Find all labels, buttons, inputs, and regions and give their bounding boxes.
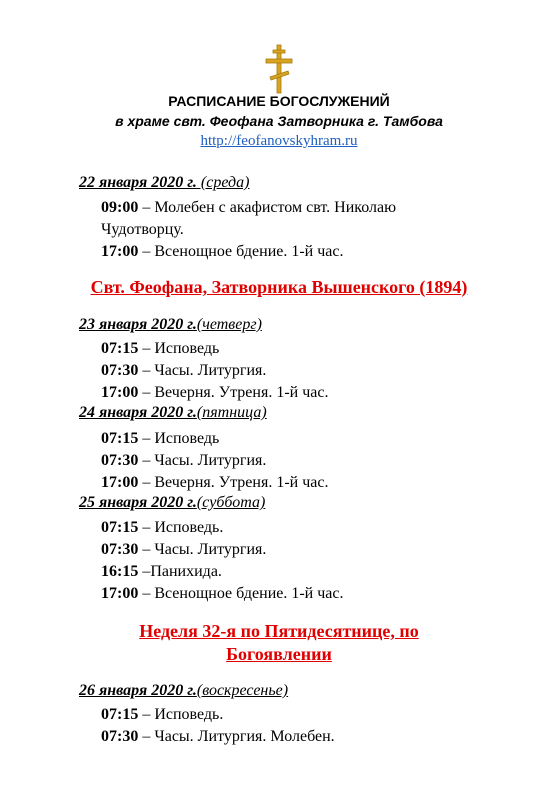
service-line xyxy=(101,541,266,559)
weekday-text: (воскресенье) xyxy=(196,682,289,699)
service-text: – Часы. Литургия. xyxy=(138,452,267,469)
service-text: – Часы. Литургия. xyxy=(138,541,267,558)
weekday-text: (пятница) xyxy=(196,404,267,421)
website-link-wrap xyxy=(0,133,558,150)
date-text: 23 января 2020 г. xyxy=(79,316,197,333)
service-line xyxy=(101,221,184,239)
orthodox-cross-icon xyxy=(262,44,296,94)
schedule-title: РАСПИСАНИЕ БОГОСЛУЖЕНИЙ xyxy=(168,93,390,109)
service-time: 07:30 xyxy=(101,452,139,469)
service-text: – Всенощное бдение. 1-й час. xyxy=(138,243,344,260)
weekday-text: (среда) xyxy=(196,174,250,191)
service-time: 07:15 xyxy=(101,706,139,723)
service-line xyxy=(101,585,344,603)
date-text: 25 января 2020 г. xyxy=(79,494,197,511)
service-text: – Исповедь. xyxy=(138,706,224,723)
service-time: 17:00 xyxy=(101,585,139,602)
date-text: 22 января 2020 г. xyxy=(79,174,197,191)
service-line xyxy=(101,243,344,261)
service-line xyxy=(101,563,222,581)
service-line xyxy=(101,362,266,380)
service-text: – Всенощное бдение. 1-й час. xyxy=(138,585,344,602)
service-time: 17:00 xyxy=(101,243,139,260)
day-date xyxy=(79,404,267,422)
feast-heading-line1: Неделя 32-я по Пятидесятнице, по xyxy=(139,621,419,641)
feast-heading-line2: Богоявлении xyxy=(226,644,332,664)
service-text: – Исповедь xyxy=(138,430,220,447)
service-text: – Вечерня. Утреня. 1-й час. xyxy=(138,384,329,401)
service-line xyxy=(101,430,219,448)
service-time: 07:15 xyxy=(101,519,139,536)
date-text: 24 января 2020 г. xyxy=(79,404,197,421)
service-time: 07:30 xyxy=(101,541,139,558)
service-line xyxy=(101,728,335,746)
website-link[interactable]: http://feofanovskyhram.ru xyxy=(200,133,358,149)
service-time: 17:00 xyxy=(101,474,139,491)
service-text: –Панихида. xyxy=(138,563,222,580)
feast-heading: Свт. Феофана, Затворника Вышенского (1894) xyxy=(90,277,468,297)
service-time: 07:30 xyxy=(101,728,139,745)
service-text: Чудотворцу. xyxy=(101,221,184,238)
service-time: 17:00 xyxy=(101,384,139,401)
service-line xyxy=(101,340,219,358)
church-subtitle: в храме свт. Феофана Затворника г. Тамбова xyxy=(115,113,443,129)
date-text: 26 января 2020 г. xyxy=(79,682,197,699)
weekday-text: (суббота) xyxy=(196,494,266,511)
service-text: – Молебен с акафистом свт. Николаю xyxy=(138,199,397,216)
service-line xyxy=(101,706,223,724)
service-line xyxy=(101,519,223,537)
service-text: – Часы. Литургия. xyxy=(138,362,267,379)
service-line xyxy=(101,452,266,470)
service-line xyxy=(101,199,396,217)
service-line xyxy=(101,384,328,402)
service-time: 07:30 xyxy=(101,362,139,379)
service-time: 16:15 xyxy=(101,563,139,580)
service-time: 07:15 xyxy=(101,430,139,447)
day-date xyxy=(79,174,249,192)
service-time: 09:00 xyxy=(101,199,139,216)
service-line xyxy=(101,474,328,492)
day-date xyxy=(79,494,265,512)
service-text: – Исповедь xyxy=(138,340,220,357)
service-time: 07:15 xyxy=(101,340,139,357)
day-date xyxy=(79,682,288,700)
service-text: – Исповедь. xyxy=(138,519,224,536)
weekday-text: (четверг) xyxy=(196,316,262,333)
day-date xyxy=(79,316,262,334)
service-text: – Часы. Литургия. Молебен. xyxy=(138,728,335,745)
service-text: – Вечерня. Утреня. 1-й час. xyxy=(138,474,329,491)
